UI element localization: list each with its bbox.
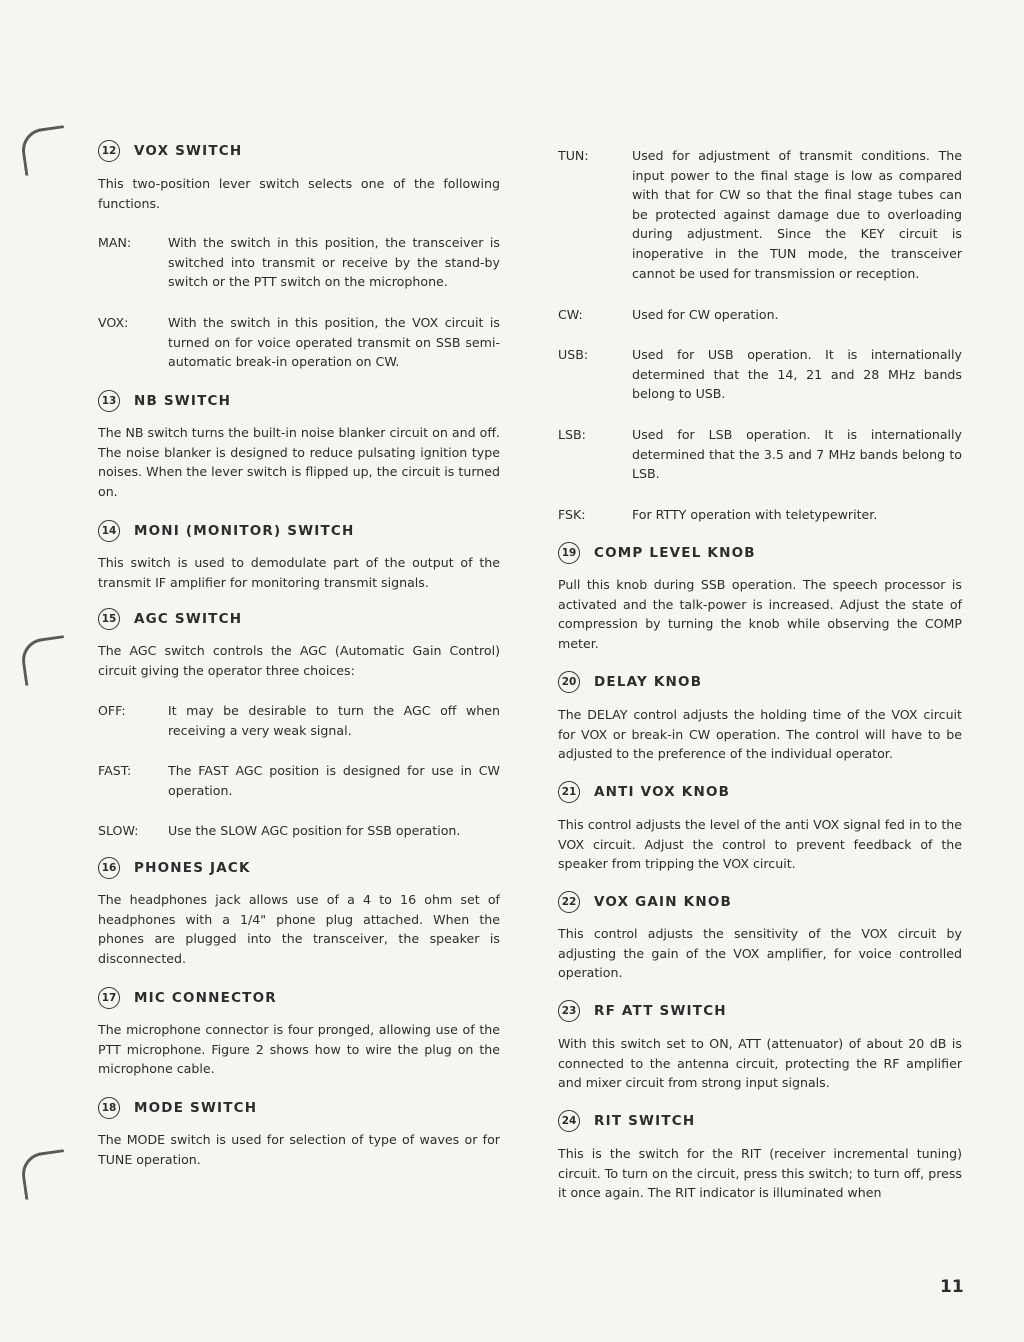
section-intro: The AGC switch controls the AGC (Automatic Gain Control) circuit giving the operator three choices: bbox=[98, 643, 500, 678]
definition-label: VOX: bbox=[98, 315, 129, 330]
section-number-badge: 23 bbox=[558, 1000, 580, 1022]
section-title: COMP LEVEL KNOB bbox=[594, 545, 756, 561]
section-title: VOX GAIN KNOB bbox=[594, 894, 732, 910]
section-title: ANTI VOX KNOB bbox=[594, 784, 731, 800]
definition-label: FSK: bbox=[558, 507, 586, 522]
section-number-badge: 12 bbox=[98, 140, 120, 162]
section-number-badge: 24 bbox=[558, 1110, 580, 1132]
section-heading bbox=[558, 781, 962, 803]
section-body: This control adjusts the level of the anti VOX signal fed in to the VOX circuit. Adjust the control to prevent feedback of the speaker from tripping the VOX circuit. bbox=[558, 817, 962, 872]
section-title: RIT SWITCH bbox=[594, 1113, 696, 1129]
section-number-badge: 19 bbox=[558, 542, 580, 564]
definition-item bbox=[558, 345, 962, 404]
definition-item bbox=[558, 305, 962, 325]
definition-text: The FAST AGC position is designed for use in CW operation. bbox=[168, 763, 500, 798]
section-heading bbox=[98, 857, 500, 879]
section-title: NB SWITCH bbox=[134, 393, 232, 409]
definition-item bbox=[98, 313, 500, 372]
definition-label: MAN: bbox=[98, 235, 132, 250]
definition-label: FAST: bbox=[98, 763, 132, 778]
section-heading bbox=[558, 891, 962, 913]
definition-item bbox=[98, 761, 500, 800]
definition-text: Used for LSB operation. It is internationally determined that the 3.5 and 7 MHz bands belong to LSB. bbox=[632, 427, 962, 482]
section-heading bbox=[98, 140, 500, 162]
section-body: This switch is used to demodulate part of the output of the transmit IF amplifier for monitoring transmit signals. bbox=[98, 555, 500, 590]
section-title: VOX SWITCH bbox=[134, 143, 243, 159]
section-number-badge: 21 bbox=[558, 781, 580, 803]
definition-label: CW: bbox=[558, 307, 583, 322]
section-body: This control adjusts the sensitivity of the VOX circuit by adjusting the gain of the VOX amplifier, for voice controlled operation. bbox=[558, 926, 962, 981]
section-title: AGC SWITCH bbox=[134, 611, 243, 627]
section-agc-switch bbox=[98, 608, 500, 630]
section-intro: This two-position lever switch selects one of the following functions. bbox=[98, 176, 500, 211]
definition-label: TUN: bbox=[558, 148, 589, 163]
section-title: PHONES JACK bbox=[134, 860, 251, 876]
section-moni-switch bbox=[98, 520, 500, 542]
section-heading bbox=[98, 987, 500, 1009]
page-number: 11 bbox=[940, 1277, 964, 1297]
section-body: The MODE switch is used for selection of type of waves or for TUNE operation. bbox=[98, 1132, 500, 1167]
definition-text: Used for adjustment of transmit conditions. The input power to the final stage is low as compared with that for CW so that the final stage tubes can be protected against damage due to overloading during adjustment. Since the KEY circuit is inoperative in the TUN mode, the transceiver cannot be used for transmission or reception. bbox=[632, 148, 962, 281]
section-rit-switch bbox=[558, 1110, 962, 1132]
section-mic-connector bbox=[98, 987, 500, 1009]
section-heading bbox=[98, 1097, 500, 1119]
binder-hole-bottom bbox=[19, 1149, 70, 1200]
definition-text: With the switch in this position, the transceiver is switched into transmit or receive by the stand-by switch or the PTT switch on the microphone. bbox=[168, 235, 500, 290]
section-number-badge: 15 bbox=[98, 608, 120, 630]
definition-label: USB: bbox=[558, 347, 589, 362]
section-heading bbox=[558, 542, 962, 564]
section-body: This is the switch for the RIT (receiver incremental tuning) circuit. To turn on the circuit, press this switch; to turn off, press it once again. The RIT indicator is illuminated when bbox=[558, 1146, 962, 1201]
definition-text: Used for USB operation. It is internationally determined that the 14, 21 and 28 MHz bands belong to USB. bbox=[632, 347, 962, 402]
definition-item bbox=[558, 146, 962, 283]
section-title: MONI (MONITOR) SWITCH bbox=[134, 523, 355, 539]
definition-label: SLOW: bbox=[98, 823, 139, 838]
definition-item bbox=[98, 701, 500, 740]
section-rf-att-switch bbox=[558, 1000, 962, 1022]
section-vox-gain-knob bbox=[558, 891, 962, 913]
section-title: RF ATT SWITCH bbox=[594, 1003, 727, 1019]
section-body: The microphone connector is four pronged, allowing use of the PTT microphone. Figure 2 shows how to wire the plug on the microphone cable. bbox=[98, 1022, 500, 1077]
section-body: The headphones jack allows use of a 4 to 16 ohm set of headphones with a 1/4" phone plug attached. When the phones are plugged into the transceiver, the speaker is disconnected. bbox=[98, 892, 500, 966]
definition-item bbox=[558, 505, 962, 525]
binder-hole-middle bbox=[19, 635, 70, 686]
section-heading bbox=[558, 671, 962, 693]
section-anti-vox-knob bbox=[558, 781, 962, 803]
section-title: MODE SWITCH bbox=[134, 1100, 258, 1116]
definition-text: It may be desirable to turn the AGC off when receiving a very weak signal. bbox=[168, 703, 500, 738]
section-number-badge: 16 bbox=[98, 857, 120, 879]
section-heading bbox=[98, 390, 500, 412]
section-heading bbox=[98, 608, 500, 630]
section-number-badge: 18 bbox=[98, 1097, 120, 1119]
section-title: DELAY KNOB bbox=[594, 674, 703, 690]
section-body: The DELAY control adjusts the holding time of the VOX circuit for VOX or break-in CW operation. The control will have to be adjusted to the preference of the individual operator. bbox=[558, 707, 962, 762]
section-body: The NB switch turns the built-in noise blanker circuit on and off. The noise blanker is designed to reduce pulsating ignition type noises. When the lever switch is flipped up, the circuit is turned on. bbox=[98, 425, 500, 499]
section-number-badge: 14 bbox=[98, 520, 120, 542]
section-body: Pull this knob during SSB operation. The speech processor is activated and the talk-power is increased. Adjust the state of compression by turning the knob while observing the COMP meter. bbox=[558, 577, 962, 651]
section-heading bbox=[558, 1110, 962, 1132]
section-number-badge: 17 bbox=[98, 987, 120, 1009]
section-title: MIC CONNECTOR bbox=[134, 990, 277, 1006]
section-number-badge: 20 bbox=[558, 671, 580, 693]
section-number-badge: 13 bbox=[98, 390, 120, 412]
section-number-badge: 22 bbox=[558, 891, 580, 913]
definition-item bbox=[98, 233, 500, 292]
definition-label: OFF: bbox=[98, 703, 126, 718]
definition-text: For RTTY operation with teletypewriter. bbox=[632, 507, 878, 522]
section-heading bbox=[558, 1000, 962, 1022]
definition-text: Use the SLOW AGC position for SSB operation. bbox=[168, 823, 461, 838]
section-mode-switch bbox=[98, 1097, 500, 1119]
definition-text: With the switch in this position, the VOX circuit is turned on for voice operated transmit on SSB semi-automatic break-in operation on CW. bbox=[168, 315, 500, 370]
definition-label: LSB: bbox=[558, 427, 586, 442]
definition-item bbox=[98, 821, 500, 841]
section-delay-knob bbox=[558, 671, 962, 693]
binder-hole-top bbox=[19, 125, 70, 176]
section-phones-jack bbox=[98, 857, 500, 879]
section-vox-switch bbox=[98, 140, 500, 162]
section-body: With this switch set to ON, ATT (attenuator) of about 20 dB is connected to the antenna circuit, protecting the RF amplifier and mixer circuit from strong input signals. bbox=[558, 1036, 962, 1091]
section-heading bbox=[98, 520, 500, 542]
definition-item bbox=[558, 425, 962, 484]
definition-text: Used for CW operation. bbox=[632, 307, 779, 322]
section-comp-level-knob bbox=[558, 542, 962, 564]
section-nb-switch bbox=[98, 390, 500, 412]
